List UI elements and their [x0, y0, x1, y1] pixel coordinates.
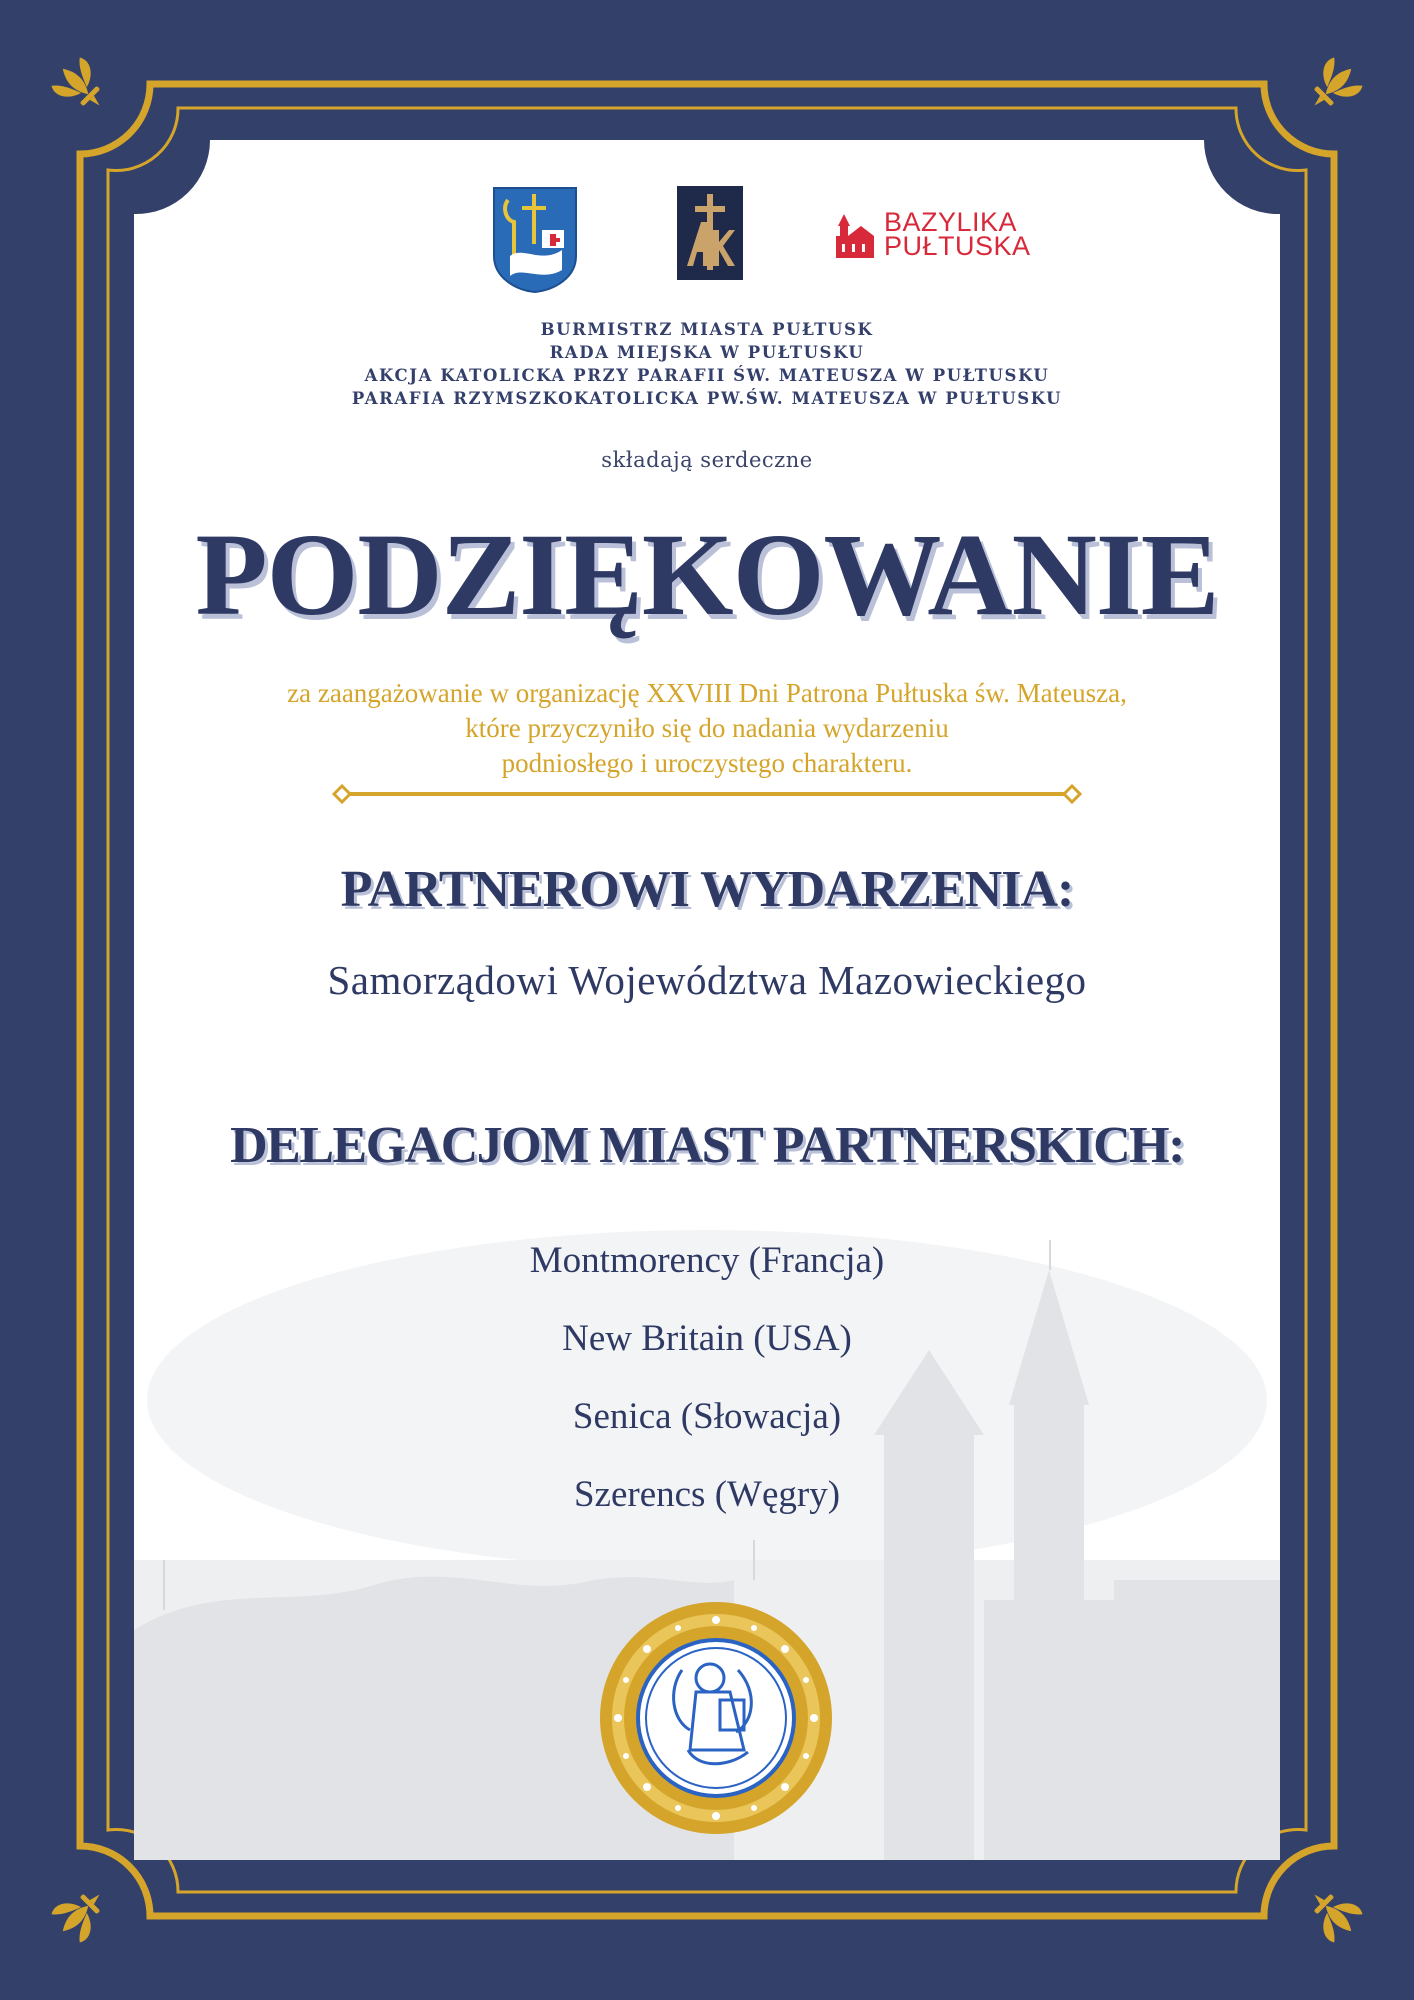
partners-heading: PARTNEROWI WYDARZENIA: — [340, 861, 1074, 918]
organizer-line: PARAFIA RZYMSZKOKATOLICKA PW.ŚW. MATEUSZA W PUŁTUSKU — [351, 389, 1063, 408]
certificate-content — [134, 140, 1280, 1860]
basilica-line-2: PUŁTUSKA — [884, 231, 1031, 261]
saint-matthew-seal-icon — [598, 1600, 834, 1836]
dedication-line: podniosłego i uroczystego charakteru. — [501, 748, 913, 778]
dedication-text — [134, 676, 1280, 781]
organizers-list — [134, 318, 1280, 410]
dedication-line: które przyczyniło się do nadania wydarzeniu — [465, 713, 949, 743]
delegations-heading: DELEGACJOM MIAST PARTNERSKICH: — [230, 1117, 1184, 1174]
organizer-line: AKCJA KATOLICKA PRZY PARAFII ŚW. MATEUSZA W PUŁTUSKU — [364, 366, 1050, 385]
basilica-logo-text — [884, 207, 1031, 261]
basilica-logo — [832, 207, 1032, 266]
city-item: Montmorency (Francja) — [529, 1240, 885, 1281]
akcja-katolicka-logo-icon — [677, 186, 743, 280]
organizer-line: RADA MIEJSKA W PUŁTUSKU — [549, 343, 865, 362]
city-item: New Britain (USA) — [562, 1318, 852, 1359]
logos-row — [134, 186, 1280, 286]
partner-name: Samorządowi Województwa Mazowieckiego — [327, 957, 1087, 1003]
intro-text: składają serdeczne — [601, 448, 813, 472]
partner-cities-list — [134, 1222, 1280, 1534]
ornamental-divider — [332, 782, 1082, 806]
pultusk-coat-of-arms-icon — [492, 186, 578, 294]
basilica-line-1: BAZYLIKA — [884, 207, 1018, 237]
city-item: Szerencs (Węgry) — [573, 1474, 841, 1515]
certificate-title: PODZIĘKOWANIE — [195, 509, 1219, 640]
organizer-line: BURMISTRZ MIASTA PUŁTUSK — [540, 320, 874, 339]
dedication-line: za zaangażowanie w organizację XXVIII Dni Patrona Pułtuska św. Mateusza, — [287, 678, 1127, 708]
church-icon — [832, 214, 878, 258]
city-item: Senica (Słowacja) — [572, 1396, 842, 1437]
